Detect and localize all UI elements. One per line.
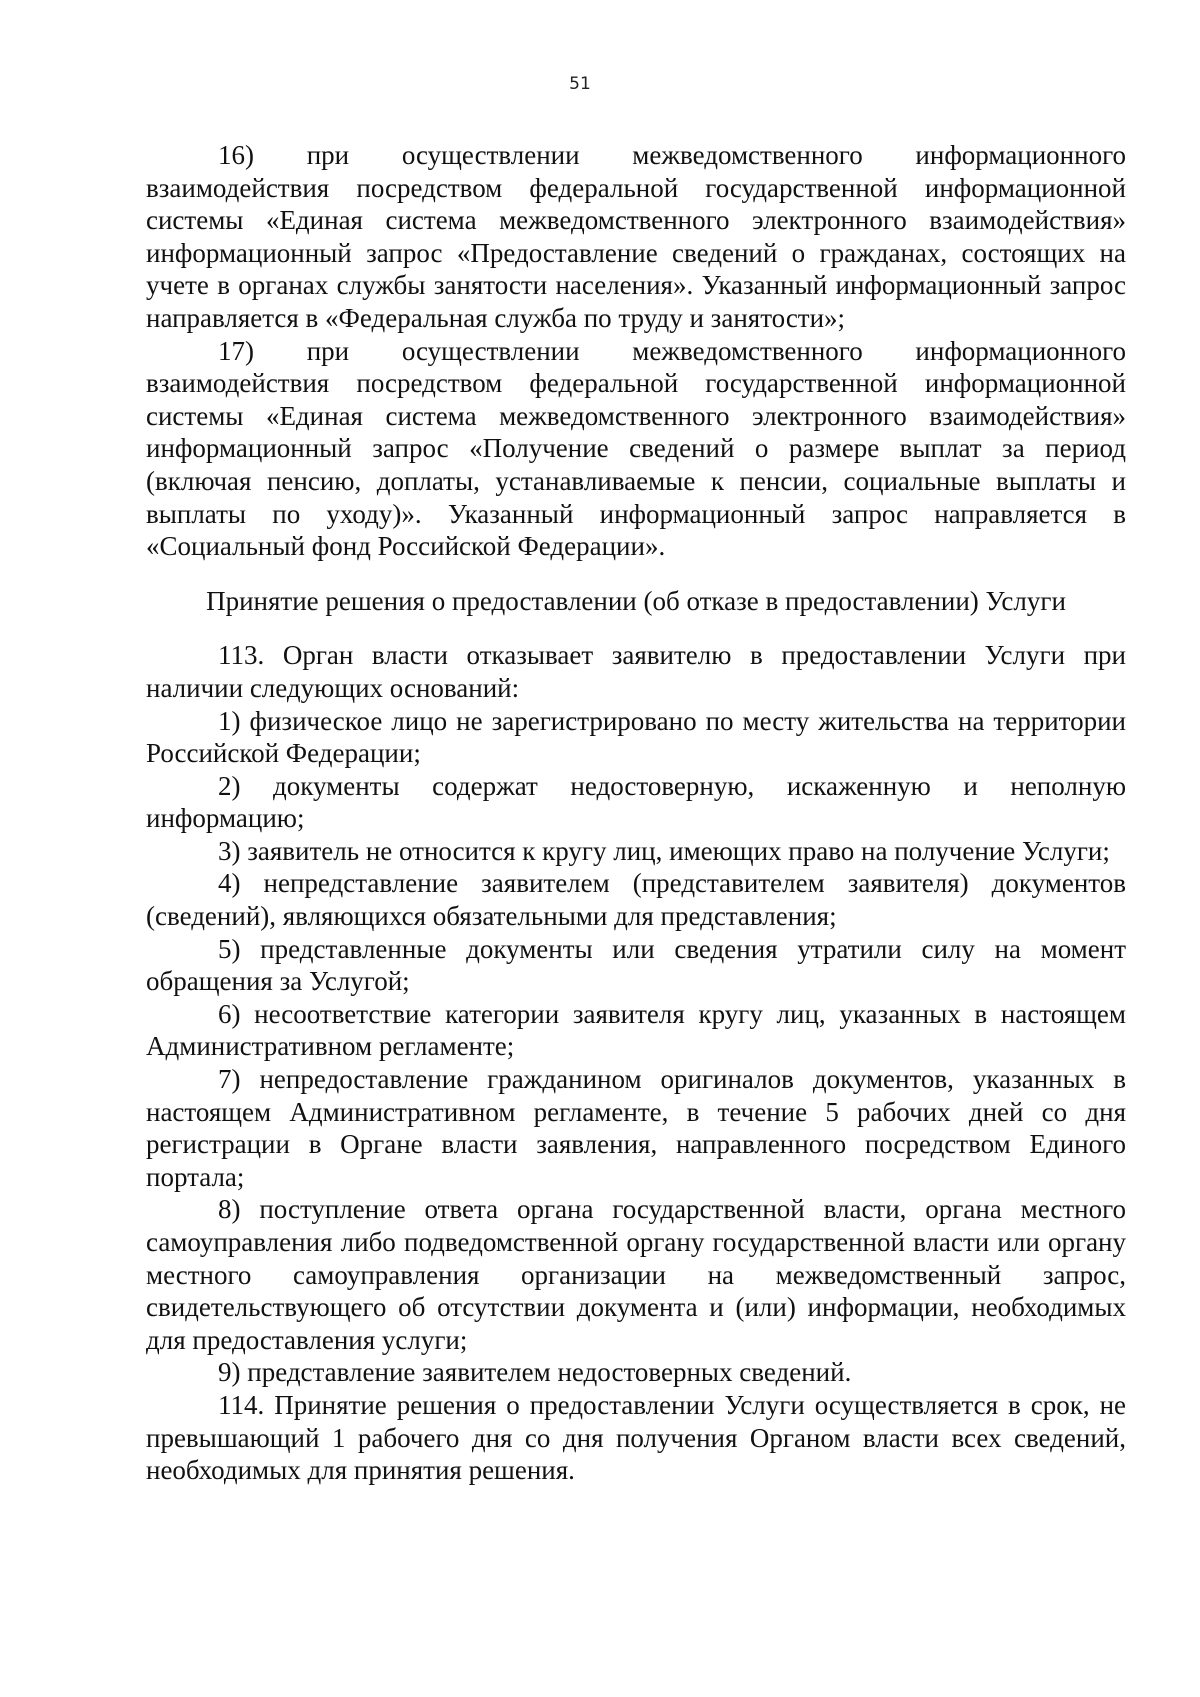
ground-9: 9) представление заявителем недостоверных сведений.: [218, 1357, 852, 1388]
ground-1: 1) физическое лицо не зарегистрировано по месту жительства на территории Российской Федерации;: [146, 705, 1126, 769]
clause-114: 114. Принятие решения о предоставлении Услуги осуществляется в срок, не превышающий 1 рабочего дня со дня получения Органом власти всех сведений, необходимых для принятия решения.: [146, 1389, 1126, 1486]
ground-5: 5) представленные документы или сведения утратили силу на момент обращения за Услугой;: [146, 933, 1126, 997]
ground-4: 4) непредставление заявителем (представителем заявителя) документов (сведений), являющихся обязательными для представления;: [146, 868, 1126, 932]
clause-113: 113. Орган власти отказывает заявителю в предоставлении Услуги при наличии следующих оснований:: [146, 640, 1126, 703]
ground-3: 3) заявитель не относится к кругу лиц, имеющих право на получение Услуги;: [218, 835, 1110, 866]
page-number: 51: [569, 74, 591, 94]
section-heading: Принятие решения о предоставлении (об отказе в предоставлении) Услуги: [206, 585, 1066, 616]
ground-8: 8) поступление ответа органа государственной власти, органа местного самоуправления либо подведомственной органу государственной власти или органу местного самоуправления организации на межведомственный запрос, свидетельствующего об отсутствии документа и (или) информации, необходимых для предоставления услуги;: [146, 1194, 1126, 1355]
list-item-16: 16) при осуществлении межведомственного информационного взаимодействия посредством федеральной государственной информационной системы «Единая система межведомственного электронного взаимодействия» информационный запрос «Предоставление сведений о гражданах, состоящих на учете в органах службы занятости населения». Указанный информационный запрос направляется в «Федеральная служба по труду и занятости»;: [146, 140, 1126, 333]
ground-2: 2) документы содержат недостоверную, искаженную и неполную информацию;: [146, 770, 1126, 834]
list-item-17: 17) при осуществлении межведомственного информационного взаимодействия посредством федеральной государственной информационной системы «Единая система межведомственного электронного взаимодействия» информационный запрос «Получение сведений о размере выплат за период (включая пенсию, доплаты, устанавливаемые к пенсии, социальные выплаты и выплаты по уходу)». Указанный информационный запрос направляется в «Социальный фонд Российской Федерации».: [146, 335, 1126, 562]
ground-7: 7) непредоставление гражданином оригиналов документов, указанных в настоящем Административном регламенте, в течение 5 рабочих дней со дня регистрации в Органе власти заявления, направленного посредством Единого портала;: [146, 1064, 1126, 1192]
document-body: [146, 139, 1126, 1487]
ground-6: 6) несоответствие категории заявителя кругу лиц, указанных в настоящем Административном регламенте;: [146, 998, 1126, 1062]
